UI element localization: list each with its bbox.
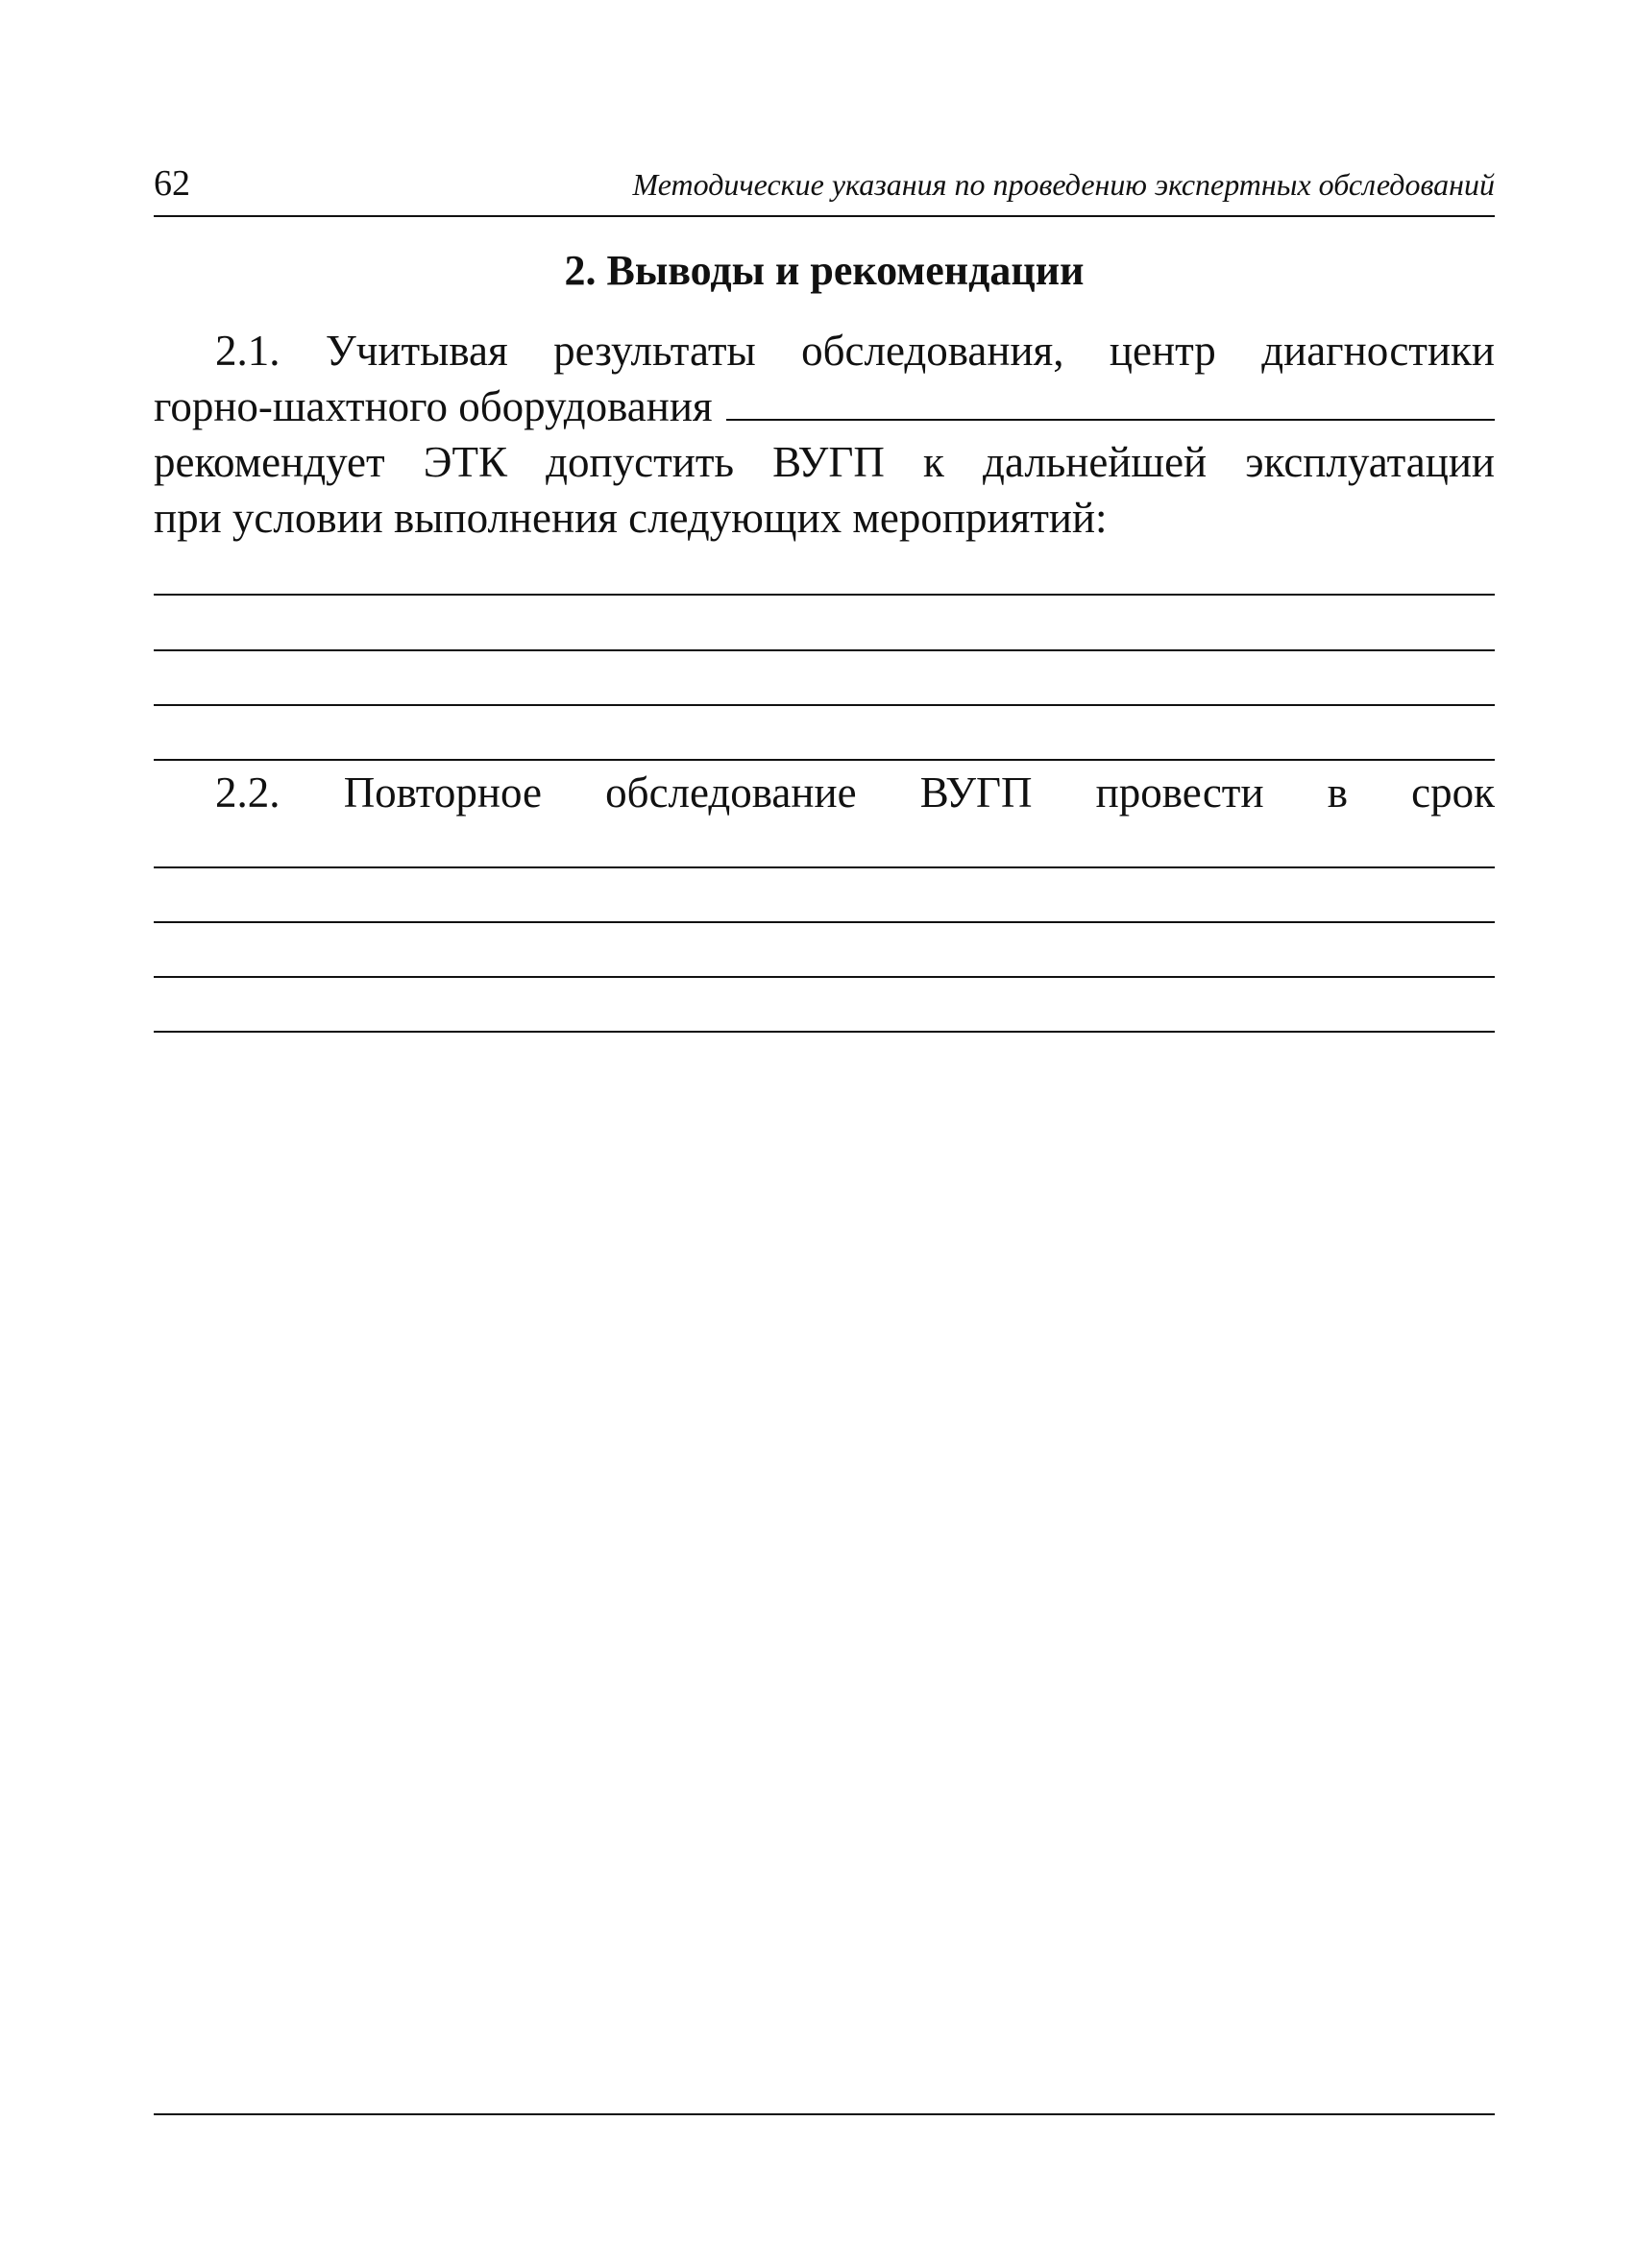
paragraph-2-1: [154, 323, 1495, 546]
inspection-term-fill-line-2[interactable]: [154, 921, 1495, 923]
measures-fill-line-3[interactable]: [154, 704, 1495, 706]
footer-rule: [154, 2113, 1495, 2115]
section-heading: 2. Выводы и рекомендации: [564, 247, 1085, 294]
paragraph-2-1-line-2-text: горно-шахтного оборудования: [154, 382, 713, 430]
paragraph-2-1-line-3: рекомендует ЭТК допустить ВУГП к дальнейшей эксплуатации: [154, 438, 1495, 486]
diagnostic-center-name-field[interactable]: [726, 384, 1495, 421]
inspection-term-fill-line-3[interactable]: [154, 976, 1495, 978]
paragraph-2-1-line-1: 2.1. Учитывая результаты обследования, центр диагностики: [215, 327, 1495, 375]
paragraph-2-1-line-4: при условии выполнения следующих мероприятий:: [154, 494, 1108, 542]
paragraph-2-2: [154, 765, 1495, 820]
measures-fill-line-4[interactable]: [154, 759, 1495, 761]
inspection-term-fill-line-1[interactable]: [154, 866, 1495, 868]
inspection-term-fill-line-4[interactable]: [154, 1031, 1495, 1033]
measures-fill-line-1[interactable]: [154, 594, 1495, 596]
header-rule: [154, 215, 1495, 217]
paragraph-2-1-line-2: [154, 378, 1495, 434]
running-title: Методические указания по проведению экспертных обследований: [632, 167, 1495, 202]
paragraph-2-2-line-1: 2.2. Повторное обследование ВУГП провести в срок: [215, 768, 1495, 817]
page-number: 62: [154, 163, 190, 204]
measures-fill-line-2[interactable]: [154, 649, 1495, 651]
